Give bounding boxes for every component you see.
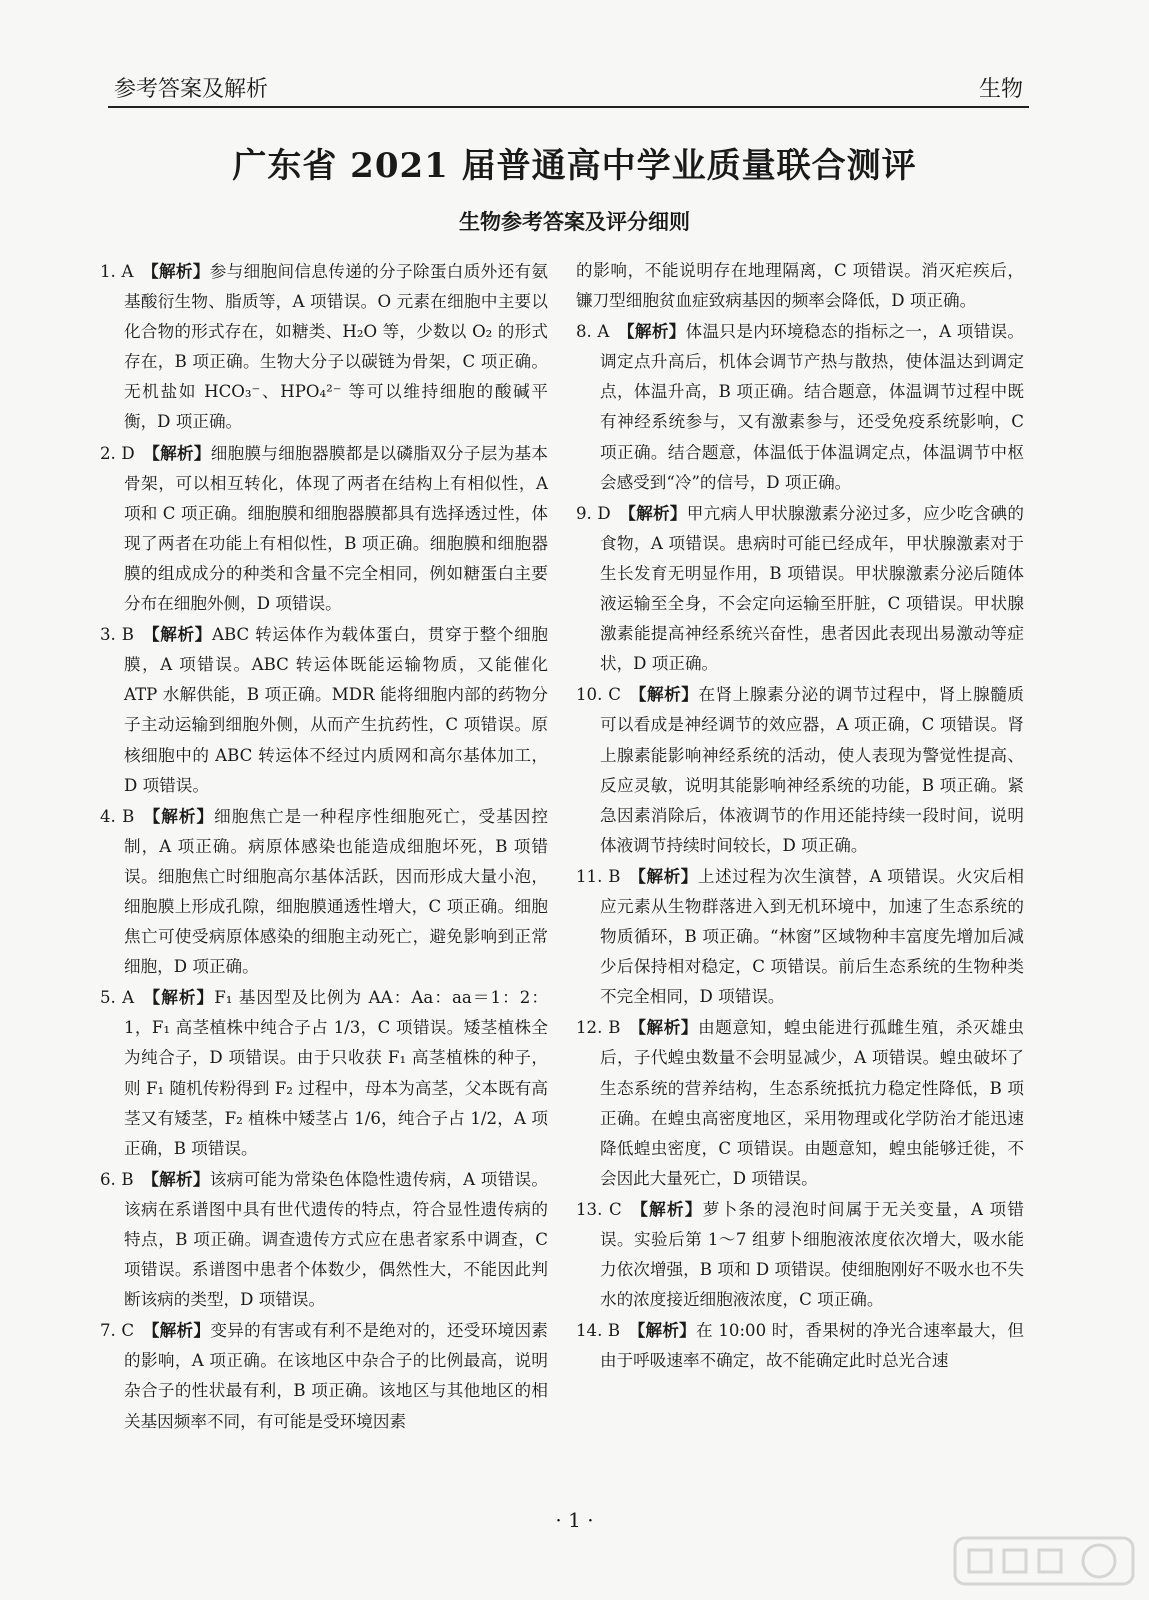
answer-item [100, 801, 548, 983]
answer-number: 4. B [100, 806, 135, 826]
analysis-tag: 【解析】 [617, 321, 686, 342]
answer-item [576, 679, 1024, 861]
analysis-tag: 【解析】 [142, 805, 215, 826]
analysis-tag: 【解析】 [142, 1320, 211, 1341]
answer-text: 在 10:00 时，香果树的净光合速率最大，但由于呼吸速率不确定，故不能确定此时总光合速 [600, 1321, 1025, 1371]
answer-text: 变异的有害或有利不是绝对的，还受环境因素的影响，A 项正确。在该地区中杂合子的比例最高，说明杂合子的性状最有利，B 项正确。该地区与其他地区的相关基因频率不同，有可能是受环境因素 [124, 1321, 548, 1431]
answer-number: 13. C [576, 1199, 622, 1219]
analysis-tag: 【解析】 [141, 261, 210, 281]
analysis-tag: 【解析】 [628, 1320, 696, 1341]
answer-text: 细胞焦亡是一种程序性细胞死亡，受基因控制，A 项正确。病原体感染也能造成细胞坏死，B 项错误。细胞焦亡时细胞高尔基体活跃，因而形成大量小泡，细胞膜上形成孔隙，细胞膜通透性增大，C 项正确。细胞焦亡可使受病原体感染的细胞主动死亡，避免影响到正常细胞，D 项正确。 [124, 806, 549, 977]
answer-text: 萝卜条的浸泡时间属于无关变量，A 项错误。实验后第 1～7 组萝卜细胞液浓度依次增大，吸水能力依次增强，B 项和 D 项错误。使细胞刚好不吸水也不失水的浓度接近细胞液浓度，C 项正确。 [600, 1199, 1024, 1310]
header-left-label: 参考答案及解析 [114, 77, 269, 102]
left-column [100, 256, 548, 1437]
analysis-tag: 【解析】 [619, 502, 687, 523]
answer-number: 6. B [100, 1169, 134, 1189]
answer-text: 甲亢病人甲状腺激素分泌过多，应少吃含碘的食物，A 项错误。患病时可能已经成年，甲状腺激素对于生长发育无明显作用，B 项错误。甲状腺激素分泌后随体液运输至全身，不会定向运输至肝脏，C 项错误。甲状腺激素能提高神经系统兴奋性，患者因此表现出易激动等症状，D 项正确。 [600, 503, 1024, 674]
answer-item [100, 619, 548, 801]
document-title: 广东省 2021 届普通高中学业质量联合测评 [232, 146, 917, 186]
answer-number: 5. A [100, 988, 135, 1008]
analysis-tag: 【解析】 [141, 1168, 210, 1189]
page-header [108, 66, 1029, 108]
analysis-tag: 【解析】 [629, 1198, 703, 1219]
answer-item [576, 1194, 1024, 1315]
answer-text: ABC 转运体作为载体蛋白，贯穿于整个细胞膜，A 项错误。ABC 转运体既能运输物质，又能催化 ATP 水解供能，B 项正确。MDR 能将细胞内部的药物分子主动运输到细胞外侧，从而产生抗药性，C 项错误。原核细胞中的 ABC 转运体不经过内质网和高尔基体加工，D 项错误。 [124, 625, 548, 795]
answer-text: 上述过程为次生演替，A 项错误。火灾后相应元素从生物群落进入到无机环境中，加速了生态系统的物质循环，B 项正确。“林窗”区域物种丰富度先增加后减少后保持相对稳定，C 项错误。前后生态系统的生物种类不完全相同，D 项错误。 [600, 866, 1025, 1007]
answer-number: 1. A [100, 262, 134, 281]
answer-number: 7. C [100, 1321, 135, 1341]
answer-text: 参与细胞间信息传递的分子除蛋白质外还有氨基酸衍生物、脂质等，A 项错误。O 元素在细胞中主要以化合物的形式存在，如糖类、H₂O 等，少数以 O₂ 的形式存在，B 项正确。生物大分子以碳链为骨架，C 项正确。无机盐如 HCO₃⁻、HPO₄²⁻ 等可以维持细胞的酸碱平衡，D 项正确。 [124, 262, 549, 432]
document-subtitle: 生物参考答案及评分细则 [459, 209, 690, 234]
header-subject-label: 生物 [978, 77, 1023, 102]
answer-text: F₁ 基因型及比例为 AA：Aa：aa＝1：2：1，F₁ 高茎植株中纯合子占 1/3，C 项错误。矮茎植株全为纯合子，D 项错误。由于只收获 F₁ 高茎植株的种子，则 F₁ 随机传粉得到 F₂ 过程中，母本为高茎，父本既有高茎又有矮茎，F₂ 植株中矮茎占 1/6，纯合子占 1/2，A 项正确，B 项错误。 [124, 988, 549, 1158]
analysis-tag: 【解析】 [628, 1017, 699, 1038]
watermark-logo-icon [949, 1530, 1139, 1592]
answer-item [100, 256, 548, 438]
answer-text: 在肾上腺素分泌的调节过程中，肾上腺髓质可以看成是神经调节的效应器，A 项正确，C 项错误。肾上腺素能影响神经系统的活动，使人表现为警觉性提高、反应灵敏，说明其能影响神经系统的功能，B 项正确。紧急因素消除后，体液调节的作用还能持续一段时间，说明体液调节持续时间较长，D 项正确。 [600, 685, 1025, 855]
answer-item [100, 1164, 548, 1315]
answer-text: 的影响，不能说明存在地理隔离，C 项错误。消灭疟疾后，镰刀型细胞贫血症致病基因的频率会降低，D 项正确。 [576, 261, 1024, 311]
answer-item [100, 438, 548, 620]
answer-number: 11. B [576, 866, 621, 886]
answer-item [576, 498, 1024, 680]
answer-number: 10. C [576, 685, 621, 705]
answer-item [576, 256, 1024, 316]
analysis-tag: 【解析】 [628, 865, 698, 886]
analysis-tag: 【解析】 [142, 624, 213, 645]
answer-item [100, 1315, 548, 1436]
answer-number: 14. B [576, 1321, 621, 1341]
answer-number: 9. D [576, 503, 611, 523]
right-column [576, 256, 1024, 1376]
answer-text: 该病可能为常染色体隐性遗传病，A 项错误。该病在系谱图中具有世代遗传的特点，符合显性遗传病的特点，B 项正确。调查遗传方式应在患者家系中调查，C 项错误。系谱图中患者个体数少，偶然性大，不能因此判断该病的类型，D 项错误。 [124, 1169, 548, 1310]
answer-text: 细胞膜与细胞器膜都是以磷脂双分子层为基本骨架，可以相互转化，体现了两者在结构上有相似性，A 项和 C 项正确。细胞膜和细胞器膜都具有选择透过性，体现了两者在功能上有相似性，B 项正确。细胞膜和细胞器膜的组成成分的种类和含量不完全相同，例如糖蛋白主要分布在细胞外侧，D 项错误。 [124, 443, 548, 614]
page-number: · 1 · [555, 1508, 594, 1532]
answer-text: 体温只是内环境稳态的指标之一，A 项错误。调定点升高后，机体会调节产热与散热，使体温达到调定点，体温升高，B 项正确。结合题意，体温调节过程中既有神经系统参与，又有激素参与，还受免疫系统影响，C 项正确。结合题意，体温低于体温调定点，体温调节中枢会感受到“冷”的信号，D 项正确。 [600, 322, 1025, 492]
answer-item [576, 316, 1024, 498]
analysis-tag: 【解析】 [142, 987, 215, 1008]
answer-text: 由题意知，蝗虫能进行孤雌生殖，杀灭雄虫后，子代蝗虫数量不会明显减少，A 项错误。蝗虫破坏了生态系统的营养结构，生态系统抵抗力稳定性降低，B 项正确。在蝗虫高密度地区，采用物理或化学防治才能迅速降低蝗虫密度，C 项错误。由题意知，蝗虫能够迁徙，不会因此大量死亡，D 项错误。 [600, 1018, 1025, 1188]
answer-number: 8. A [576, 322, 610, 342]
answer-number: 2. D [100, 443, 135, 463]
answer-item [576, 1315, 1024, 1376]
answer-number: 3. B [100, 625, 134, 645]
answer-number: 12. B [576, 1018, 621, 1038]
analysis-tag: 【解析】 [629, 684, 699, 705]
answer-item [576, 1012, 1024, 1194]
answer-item [100, 982, 548, 1164]
analysis-tag: 【解析】 [143, 442, 211, 463]
answer-item [576, 861, 1024, 1012]
